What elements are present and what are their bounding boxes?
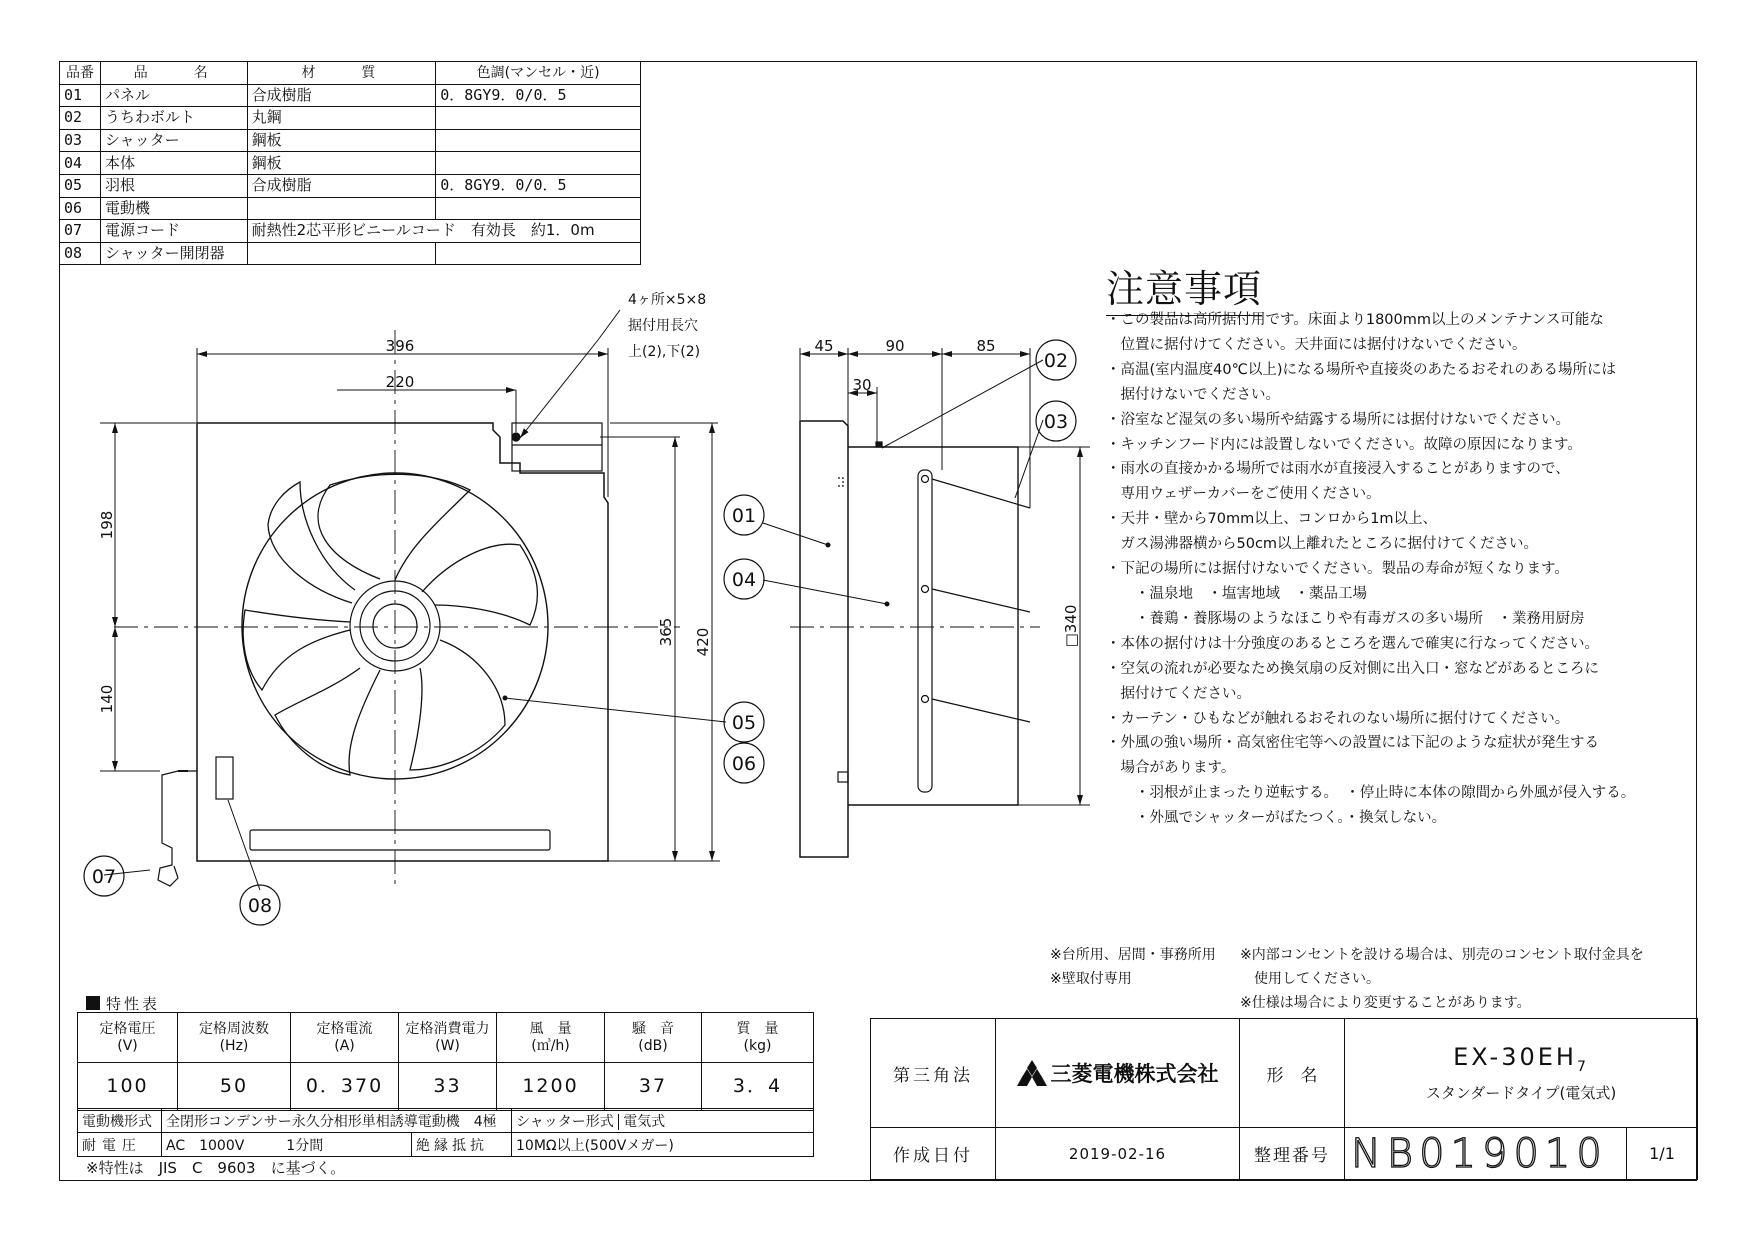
spec-header-name: 質 量 <box>736 1021 779 1038</box>
dim-total-height: 420 <box>694 627 712 657</box>
model-description: スタンダードタイプ(電気式) <box>1425 1084 1617 1103</box>
caution-line: ・雨水の直接かかる場所では雨水が直接浸入することがありますので、 <box>1106 461 1570 478</box>
title-row <box>871 1128 1698 1180</box>
spec-header <box>399 1013 497 1063</box>
spec-header-unit: (dB) <box>638 1037 668 1054</box>
hole-note-1: 4ヶ所×5×8 <box>628 292 707 308</box>
callout-label: 06 <box>731 753 757 775</box>
callout-bubbles <box>84 340 1076 925</box>
dim-width: 396 <box>385 337 415 355</box>
dim-inner-height: 365 <box>657 617 675 647</box>
caution-line: ・羽根が止まったり逆転する。 ・停止時に本体の隙間から外風が侵入する。 <box>1106 785 1636 802</box>
caution-line: 専用ウェザーカバーをご使用ください。 <box>1106 486 1381 503</box>
spec-title <box>86 993 160 1014</box>
spec-detail-table <box>77 1108 814 1157</box>
part-name: うちわボルト <box>100 107 247 130</box>
spec-header-name: 風 量 <box>529 1021 572 1038</box>
caution-line: ・外風でシャッターがばたつく。・換気しない。 <box>1106 810 1447 827</box>
part-no: 04 <box>60 152 101 175</box>
dim-side-85: 85 <box>976 337 996 355</box>
spec-header-unit: (W) <box>435 1037 460 1054</box>
header-cell: 品番 <box>60 62 101 85</box>
callout-label: 03 <box>1043 411 1069 433</box>
part-no: 03 <box>60 129 101 152</box>
spec-value-row <box>78 1063 814 1111</box>
spec-header <box>497 1013 605 1063</box>
spec-table <box>77 1012 814 1111</box>
part-material: 鋼板 <box>247 152 436 175</box>
part-name: シャッター開閉器 <box>100 242 247 265</box>
part-no: 05 <box>60 174 101 197</box>
dim-lower: 140 <box>98 684 116 714</box>
spec-header <box>78 1013 178 1063</box>
caution-line: ・本体の据付けは十分強度のあるところを選んで確実に行なってください。 <box>1106 635 1599 652</box>
company-name: 三菱電機株式会社 <box>1050 1062 1219 1086</box>
usage-notes <box>1050 943 1216 991</box>
voltage-value: AC 1000V 1分間 <box>162 1133 412 1157</box>
voltage-label: 耐電圧 <box>78 1133 162 1157</box>
caution-line: ・高温(室内温度40℃以上)になる場所や直接炎のあたるおそれのある場所には <box>1106 361 1617 378</box>
company-cell <box>996 1019 1240 1128</box>
part-no: 06 <box>60 197 101 220</box>
spec-title-text: 特性表 <box>106 995 161 1013</box>
spec-value: 1200 <box>497 1063 605 1111</box>
part-material: 鋼板 <box>247 129 436 152</box>
part-no: 01 <box>60 84 101 107</box>
spec-header <box>702 1013 814 1063</box>
callout-label: 02 <box>1043 350 1069 372</box>
model-label: 形 名 <box>1240 1019 1345 1128</box>
callout-label: 01 <box>731 505 757 527</box>
caution-line: ・この製品は高所据付用です。床面より1800mm以上のメンテナンス可能な <box>1106 312 1604 328</box>
dim-side-90: 90 <box>885 337 905 355</box>
part-name: 電源コード <box>100 220 247 243</box>
callout-label: 07 <box>91 866 117 888</box>
part-name: パネル <box>100 84 247 107</box>
motor-value: 全閉形コンデンサー永久分相形単相誘導電動機 4極 <box>162 1109 512 1133</box>
spec-header-unit: (A) <box>334 1037 355 1054</box>
spec-detail-row <box>78 1133 814 1157</box>
caution-line: ガス湯沸器横から50cm以上離れたところに据付けてください。 <box>1106 536 1539 553</box>
part-name: 本体 <box>100 152 247 175</box>
spec-header <box>605 1013 702 1063</box>
spec-value: 37 <box>605 1063 702 1111</box>
side-view <box>790 421 1040 857</box>
header-cell: 品 名 <box>100 62 247 85</box>
part-name: シャッター <box>100 129 247 152</box>
note-line: 使用してください。 <box>1240 971 1380 987</box>
spec-header-name: 騒 音 <box>632 1021 674 1038</box>
caution-line: ・外風の強い場所・高気密住宅等への設置には下記のような症状が発生する <box>1106 735 1599 752</box>
insulation-value: 10MΩ以上(500Vメガー) <box>512 1133 814 1157</box>
callout-label: 04 <box>731 569 757 591</box>
title-row <box>871 1019 1698 1128</box>
caution-line: ・キッチンフード内には設置しないでください。故障の原因になります。 <box>1106 436 1582 453</box>
spec-header <box>291 1013 399 1063</box>
shutter-label: シャッター形式 <box>516 1114 619 1130</box>
caution-line: 位置に据付けてください。天井面には据付けないでください。 <box>1106 336 1527 353</box>
date-value: 2019-02-16 <box>996 1128 1240 1180</box>
header-cell: 材 質 <box>247 62 436 85</box>
dim-hub: 220 <box>385 373 415 391</box>
caution-line: ・温泉地 ・塩害地域 ・薬品工場 <box>1106 585 1367 602</box>
dim-side-30: 30 <box>852 376 872 394</box>
caution-line: ・養鶏・養豚場のようなほこりや有毒ガスの多い場所 ・業務用厨房 <box>1106 610 1585 627</box>
title-block <box>870 1018 1698 1180</box>
mitsubishi-logo-icon <box>1017 1059 1047 1087</box>
spec-footnote: ※特性は JIS C 9603 に基づく。 <box>86 1159 346 1177</box>
spec-value: 3．4 <box>702 1063 814 1111</box>
spec-header-row <box>78 1013 814 1063</box>
part-name: 電動機 <box>100 197 247 220</box>
date-label: 作成日付 <box>871 1128 996 1180</box>
general-notes <box>1240 943 1644 1015</box>
part-color: 0．8GY9．0/0．5 <box>436 84 641 107</box>
spec-header-unit: (㎥/h) <box>531 1037 570 1054</box>
spec-header <box>178 1013 291 1063</box>
part-material: 合成樹脂 <box>247 174 436 197</box>
part-color: 0．8GY9．0/0．5 <box>436 174 641 197</box>
callout-label: 05 <box>731 712 757 734</box>
model-cell <box>1345 1019 1698 1128</box>
caution-line: 据付けてください。 <box>1106 685 1251 702</box>
note-line: ※台所用、居間・事務所用 <box>1050 947 1216 963</box>
caution-line: ・天井・壁から70mm以上、コンロから1m以上、 <box>1106 511 1438 528</box>
spec-header-unit: (V) <box>117 1037 138 1054</box>
spec-header-name: 定格消費電力 <box>405 1021 490 1038</box>
model-suffix: 7 <box>1576 1058 1589 1075</box>
note-line: ※仕様は場合により変更することがあります。 <box>1240 995 1531 1011</box>
caution-line: 場合があります。 <box>1106 760 1236 777</box>
leader-lines <box>104 360 1043 890</box>
spec-header-name: 定格電流 <box>316 1021 373 1038</box>
dim-square: □340 <box>1062 604 1080 648</box>
spec-header-name: 定格電圧 <box>99 1021 156 1038</box>
caution-line: ・カーテン・ひもなどが触れるおそれのない場所に据付けてください。 <box>1106 710 1570 727</box>
note-line: ※壁取付専用 <box>1050 971 1132 987</box>
model-number: EX-30EH <box>1453 1042 1577 1071</box>
spec-detail-row <box>78 1109 814 1133</box>
caution-line: ・下記の場所には据付けないでください。製品の寿命が短くなります。 <box>1106 561 1569 578</box>
part-no: 08 <box>60 242 101 265</box>
number-label: 整理番号 <box>1240 1128 1345 1180</box>
caution-title: 注意事項 <box>1106 258 1262 316</box>
dim-side-45: 45 <box>814 337 834 355</box>
spec-value: 0．370 <box>291 1063 399 1111</box>
part-name: 羽根 <box>100 174 247 197</box>
motor-label: 電動機形式 <box>78 1109 162 1133</box>
shutter-cell <box>512 1109 814 1133</box>
caution-list <box>1106 308 1635 831</box>
part-material: 耐熱性2芯平形ビニールコード 有効長 約1．0m <box>247 220 640 243</box>
caution-line: 据付けないでください。 <box>1106 386 1280 403</box>
note-line: ※内部コンセントを設ける場合は、別売のコンセント取付金具を <box>1240 947 1644 963</box>
spec-value: 100 <box>78 1063 178 1111</box>
spec-header-unit: (Hz) <box>219 1037 249 1054</box>
insulation-label: 絶縁抵抗 <box>412 1133 512 1157</box>
part-no: 02 <box>60 107 101 130</box>
hole-note-2: 据付用長穴 <box>628 318 698 334</box>
shutter-value: 電気式 <box>623 1113 666 1130</box>
square-icon <box>86 996 100 1010</box>
hole-note-3: 上(2),下(2) <box>628 344 701 360</box>
drawing-number: NB019010 <box>1345 1128 1627 1180</box>
spec-value: 33 <box>399 1063 497 1111</box>
part-no: 07 <box>60 220 101 243</box>
spec-header-unit: (kg) <box>743 1037 772 1054</box>
projection-method: 第三角法 <box>871 1019 996 1128</box>
spec-value: 50 <box>178 1063 291 1111</box>
caution-line: ・空気の流れが必要なため換気扇の反対側に出入口・窓などがあるところに <box>1106 660 1599 677</box>
caution-line: ・浴室など湿気の多い場所や結露する場所には据付けないでください。 <box>1106 411 1570 428</box>
part-material: 丸鋼 <box>247 107 436 130</box>
part-material: 合成樹脂 <box>247 84 436 107</box>
spec-header-name: 定格周波数 <box>199 1021 269 1038</box>
front-view <box>114 330 680 890</box>
dim-upper: 198 <box>98 510 116 540</box>
header-cell: 色調(マンセル・近) <box>436 62 641 85</box>
sheet-number: 1/1 <box>1627 1128 1698 1180</box>
callout-label: 08 <box>247 895 273 917</box>
